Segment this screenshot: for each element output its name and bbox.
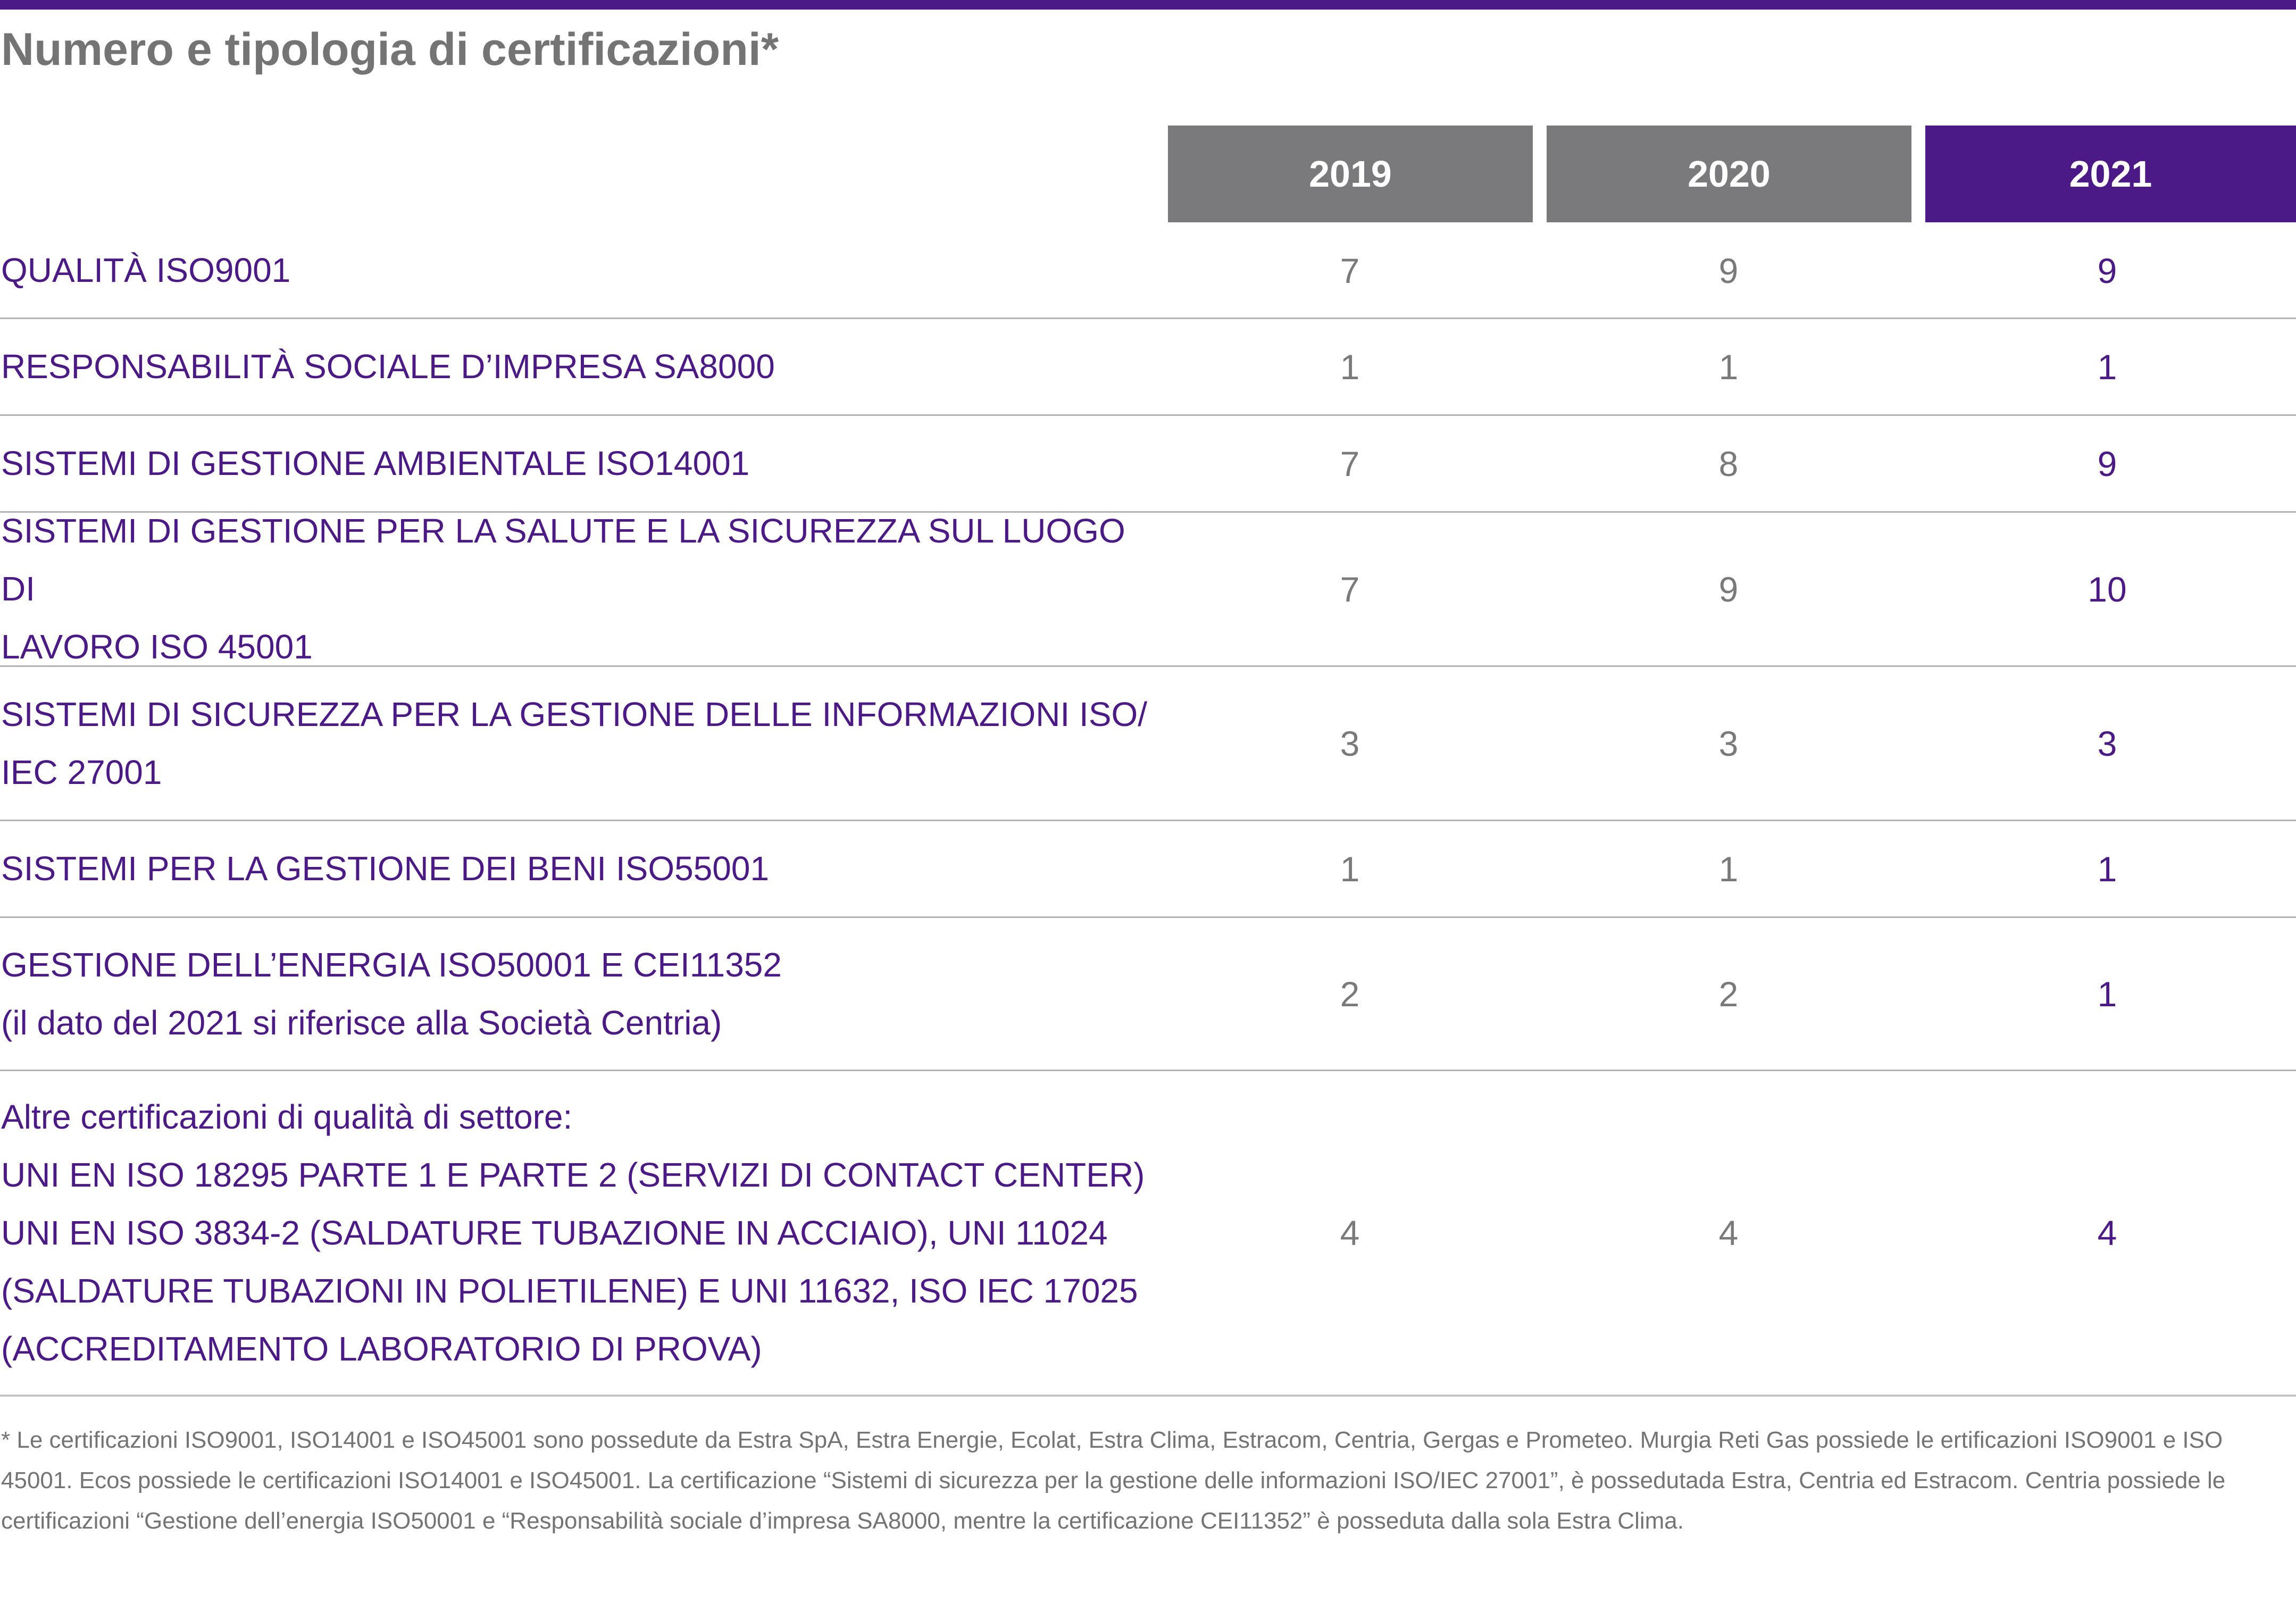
table-row bbox=[0, 223, 2296, 319]
table-row bbox=[0, 1071, 2296, 1397]
table-row bbox=[0, 319, 2296, 416]
value-2020: 9 bbox=[1718, 251, 1739, 290]
value-2021: 1 bbox=[2097, 974, 2117, 1014]
table-row bbox=[0, 918, 2296, 1071]
table-row bbox=[0, 416, 2296, 513]
table-row bbox=[0, 821, 2296, 918]
value-2020: 3 bbox=[1718, 723, 1739, 763]
value-2020: 2 bbox=[1718, 974, 1739, 1014]
value-2019: 3 bbox=[1340, 723, 1360, 763]
value-2019: 7 bbox=[1340, 444, 1360, 483]
row-label: SISTEMI DI GESTIONE AMBIENTALE ISO14001 bbox=[1, 444, 750, 482]
footnote: * Le certificazioni ISO9001, ISO14001 e ISO45001 sono possedute da Estra SpA, Estra Energie, Ecolat, Estra Clima, Estracom, Centria, Gergas e Prometeo. Murgia Reti Gas possiede le ertificazioni ISO9001 e ISO 45001. Ecos possiede le certificazioni ISO14001 e ISO45001. La certificazione “Sistemi di sicurezza per la gestione delle informazioni ISO/IEC 27001”, è possedutada Estra, Centria ed Estracom. Centria possiede le certificazioni “Gestione dell’energia ISO50001 e “Responsabilità sociale d’impresa SA8000, mentre la certificazione CEI11352” è posseduta dalla sola Estra Clima. bbox=[1, 1427, 2226, 1534]
value-2020: 1 bbox=[1718, 347, 1739, 387]
value-2020: 8 bbox=[1718, 444, 1739, 483]
value-2020: 1 bbox=[1718, 849, 1739, 889]
value-2019: 1 bbox=[1340, 849, 1360, 889]
value-2020: 9 bbox=[1718, 569, 1739, 609]
row-label: SISTEMI DI SICUREZZA PER LA GESTIONE DELLE INFORMAZIONI ISO/ IEC 27001 bbox=[1, 695, 1148, 791]
value-2021: 1 bbox=[2097, 849, 2117, 889]
table-row bbox=[0, 513, 2296, 667]
value-2021: 10 bbox=[2088, 569, 2127, 609]
value-2021: 1 bbox=[2097, 347, 2117, 387]
value-2019: 7 bbox=[1340, 569, 1360, 609]
row-label: SISTEMI DI GESTIONE PER LA SALUTE E LA SICUREZZA SUL LUOGO DI LAVORO ISO 45001 bbox=[1, 512, 1125, 666]
page-title: Numero e tipologia di certificazioni* bbox=[1, 24, 779, 75]
column-header-2020: 2020 bbox=[1547, 126, 1911, 222]
row-label: SISTEMI PER LA GESTIONE DEI BENI ISO55001 bbox=[1, 849, 770, 888]
value-2020: 4 bbox=[1718, 1213, 1739, 1253]
value-2019: 2 bbox=[1340, 974, 1360, 1014]
row-label: Altre certificazioni di qualità di settore: UNI EN ISO 18295 PARTE 1 E PARTE 2 (SERVIZI DI CONTACT CENTER) UNI EN ISO 3834-2 (SALDATURE TUBAZIONE IN ACCIAIO), UNI 11024 (SALDATURE TUBAZIONI IN POLIETILENE) E UNI 11632, ISO IEC 17025 (ACCREDITAMENTO LABORATORIO DI PROVA) bbox=[1, 1097, 1145, 1368]
row-label: QUALITÀ ISO9001 bbox=[1, 251, 291, 289]
row-label: RESPONSABILITÀ SOCIALE D’IMPRESA SA8000 bbox=[1, 347, 775, 386]
value-2021: 4 bbox=[2097, 1213, 2117, 1253]
value-2021: 3 bbox=[2097, 723, 2117, 763]
top-accent-bar bbox=[0, 0, 2296, 10]
value-2021: 9 bbox=[2097, 444, 2117, 483]
table-row bbox=[0, 667, 2296, 821]
column-header-2021: 2021 bbox=[1925, 126, 2296, 222]
value-2019: 4 bbox=[1340, 1213, 1360, 1253]
value-2019: 1 bbox=[1340, 347, 1360, 387]
column-header-2019: 2019 bbox=[1168, 126, 1533, 222]
value-2019: 7 bbox=[1340, 251, 1360, 290]
value-2021: 9 bbox=[2097, 251, 2117, 290]
row-label: GESTIONE DELL’ENERGIA ISO50001 E CEI11352 (il dato del 2021 si riferisce alla Società Centria) bbox=[1, 945, 782, 1042]
